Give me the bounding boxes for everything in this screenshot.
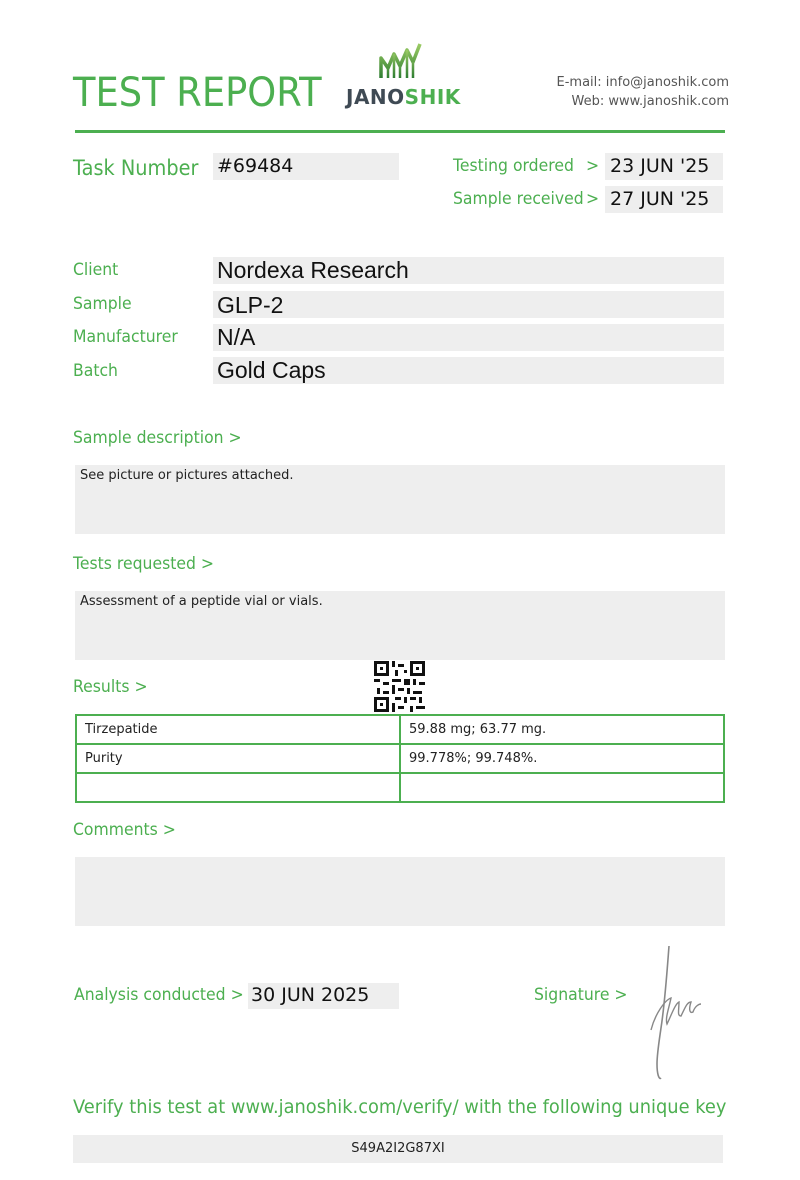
- sample-box: [213, 291, 724, 318]
- signature-image: [645, 942, 705, 1084]
- sample-received-box: [605, 186, 723, 213]
- sample-label: Sample: [73, 294, 132, 314]
- result-value-cell: [400, 773, 724, 802]
- header-divider: [75, 130, 725, 133]
- comments-heading: Comments >: [73, 820, 176, 840]
- janoshik-logo-icon: [378, 42, 424, 82]
- client-label: Client: [73, 260, 119, 280]
- qr-code-icon: [374, 661, 425, 712]
- logo-wordmark: [346, 85, 461, 109]
- tests-requested-box: [75, 591, 725, 660]
- analysis-conducted-label: Analysis conducted >: [74, 985, 244, 1005]
- logo-text-green: SHIK: [404, 85, 461, 109]
- task-number-value: #69484: [217, 155, 294, 177]
- batch-value: Gold Caps: [217, 357, 326, 383]
- verify-text: Verify this test at www.janoshik.com/verify/ with the following unique key: [73, 1096, 727, 1118]
- report-title: TEST REPORT: [73, 70, 322, 116]
- sample-value: GLP-2: [217, 292, 284, 318]
- signature-label: Signature >: [534, 985, 628, 1005]
- comments-box: [75, 857, 725, 926]
- batch-label: Batch: [73, 361, 118, 381]
- client-box: [213, 257, 724, 284]
- testing-ordered-arrow: >: [586, 156, 600, 176]
- analysis-conducted-box: [248, 983, 399, 1009]
- results-table: [75, 714, 725, 803]
- manufacturer-value: N/A: [217, 324, 256, 350]
- tests-requested-text: Assessment of a peptide vial or vials.: [80, 594, 323, 609]
- manufacturer-label: Manufacturer: [73, 327, 178, 347]
- sample-received-label: Sample received: [453, 189, 584, 209]
- client-value: Nordexa Research: [217, 257, 409, 283]
- comments-text: [75, 857, 725, 863]
- result-name-cell: Purity: [76, 744, 400, 773]
- testing-ordered-value: 23 JUN '25: [610, 155, 710, 177]
- sample-description-box: [75, 465, 725, 534]
- web-text: Web: www.janoshik.com: [571, 94, 729, 109]
- unique-key: S49A2I2G87XI: [73, 1135, 723, 1163]
- sample-received-value: 27 JUN '25: [610, 188, 710, 210]
- testing-ordered-box: [605, 153, 723, 180]
- batch-box: [213, 357, 724, 384]
- task-number-box: [213, 153, 399, 180]
- tests-requested-heading: Tests requested >: [73, 554, 215, 574]
- task-number-label: Task Number: [73, 156, 199, 180]
- result-value-cell: 59.88 mg; 63.77 mg.: [400, 715, 724, 744]
- table-row: [76, 715, 724, 744]
- results-heading: Results >: [73, 677, 148, 697]
- table-row: [76, 773, 724, 802]
- sample-received-arrow: >: [586, 189, 600, 209]
- sample-description-text: See picture or pictures attached.: [80, 468, 294, 483]
- contact-info: [557, 73, 729, 111]
- testing-ordered-label: Testing ordered: [453, 156, 574, 176]
- result-name-cell: Tirzepatide: [76, 715, 400, 744]
- result-value-cell: 99.778%; 99.748%.: [400, 744, 724, 773]
- result-name-cell: [76, 773, 400, 802]
- sample-description-heading: Sample description >: [73, 428, 242, 448]
- table-row: [76, 744, 724, 773]
- logo-text-dark: JANO: [346, 85, 405, 109]
- email-text: E-mail: info@janoshik.com: [556, 75, 729, 90]
- manufacturer-box: [213, 324, 724, 351]
- analysis-conducted-value: 30 JUN 2025: [251, 984, 370, 1006]
